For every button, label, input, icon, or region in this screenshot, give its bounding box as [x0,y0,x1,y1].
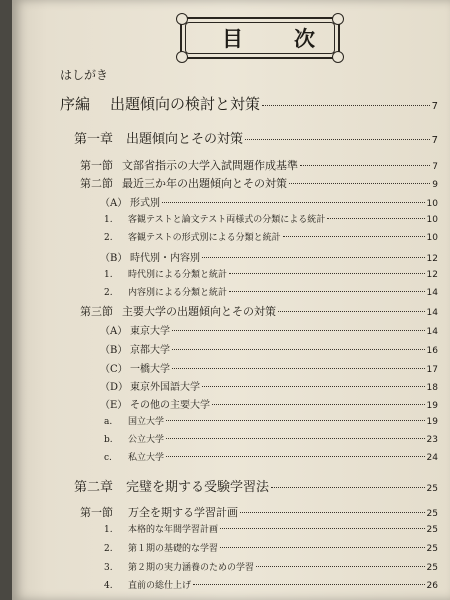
entry-title: 内容別による分類と統計 [128,288,228,298]
toc-entry-item[interactable] [104,522,438,535]
frame-ornament [176,51,188,63]
toc-entry-item[interactable] [104,560,438,573]
toc-entry-section[interactable] [80,303,438,319]
entry-label: （D） [100,382,129,393]
preface-entry[interactable] [60,66,108,83]
toc-entry-subsection[interactable] [100,360,438,375]
toc-title-frame [180,17,340,59]
leader-dots [166,456,425,457]
entry-title: 本格的な年間学習計画 [128,525,219,535]
entry-page: 14 [426,288,438,298]
leader-dots [172,368,425,369]
toc-entry-subsection[interactable] [100,378,438,393]
entry-title: 国立大学 [128,417,165,427]
toc-entry-item[interactable] [104,414,438,427]
entry-page: 12 [426,270,438,280]
toc-entry-item[interactable] [104,212,438,225]
entry-page: 10 [426,215,438,225]
entry-label: （B） [100,345,128,356]
entry-label: （C） [100,364,128,375]
leader-dots [300,165,430,166]
toc-title-char-1: 目 [222,26,243,51]
entry-label: （E） [100,400,128,411]
entry-title: 第１期の基礎的な学習 [128,544,219,554]
entry-page: 17 [426,365,438,375]
entry-page: 25 [426,525,438,535]
toc-entry-chapter[interactable] [74,476,438,495]
toc-entry-item[interactable] [104,230,438,243]
entry-label: 第一節 [80,159,113,172]
toc-entry-subsection[interactable] [100,194,438,209]
entry-label: b. [104,435,113,445]
entry-page: 12 [426,254,438,264]
entry-label: 第一章 [74,132,114,147]
entry-title: 時代別・内容別 [130,253,200,264]
leader-dots [202,386,425,387]
entry-label: 第一節 [80,506,113,519]
entry-label: （A） [100,326,128,337]
entry-page: 19 [426,401,438,411]
leader-dots [278,311,425,312]
entry-label: 4. [104,581,113,591]
toc-entry-subsection[interactable] [100,249,438,264]
leader-dots [220,547,425,548]
entry-label: 1. [104,525,113,535]
entry-page: 14 [426,327,438,337]
entry-title: 一橋大学 [130,364,170,375]
toc-entry-item[interactable] [104,285,438,298]
leader-dots [162,202,425,203]
entry-title: 出題傾向とその対策 [126,132,244,147]
entry-title: 客観テストと論文テスト両様式の分類による統計 [128,215,326,225]
entry-title: 私立大学 [128,453,165,463]
entry-title: 客観テストの形式別による分類と統計 [128,233,281,243]
entry-label: 第二節 [80,177,113,190]
leader-dots [212,404,425,405]
entry-page: 25 [426,563,438,573]
entry-title: その他の主要大学 [130,400,210,411]
toc-entry-chapter[interactable] [74,128,438,147]
leader-dots [327,218,424,219]
toc-entry-item[interactable] [104,450,438,463]
entry-page: 18 [426,383,438,393]
entry-page: 10 [426,233,438,243]
leader-dots [283,236,425,237]
preface-label: はしがき [60,68,109,82]
entry-page: 7 [432,162,438,172]
toc-entry-section[interactable] [80,504,438,520]
entry-page: 19 [426,417,438,427]
toc-entry-subsection[interactable] [100,322,438,337]
leader-dots [172,349,425,350]
leader-dots [245,139,430,140]
entry-label: 2. [104,233,113,243]
toc-entry-subsection[interactable] [100,341,438,356]
entry-page: 25 [426,484,438,494]
entry-title: 主要大学の出題傾向とその対策 [122,305,276,318]
entry-page: 23 [426,435,438,445]
frame-ornament [332,51,344,63]
entry-label: 第二章 [74,480,114,495]
entry-label: 序編 [60,95,91,113]
entry-title: 直前の総仕上げ [128,581,192,591]
entry-label: 2. [104,544,113,554]
entry-label: 2. [104,288,113,298]
entry-label: a. [104,417,113,427]
entry-page: 26 [426,581,438,591]
leader-dots [166,438,425,439]
entry-page: 25 [426,544,438,554]
entry-label: 1. [104,270,113,280]
entry-title: 公立大学 [128,435,165,445]
leader-dots [172,330,425,331]
entry-title: 完璧を期する受験学習法 [126,480,270,495]
entry-title: 東京大学 [130,326,170,337]
entry-label: 3. [104,563,113,573]
entry-page: 7 [431,101,438,112]
leader-dots [271,487,425,488]
entry-title: 第２期の実力涵養のための学習 [128,563,255,573]
leader-dots [256,566,425,567]
entry-title: 京都大学 [130,345,170,356]
toc-entry-item[interactable] [104,541,438,554]
leader-dots [193,584,425,585]
book-page [12,0,450,600]
toc-entry-item[interactable] [104,432,438,445]
entry-title: 最近三か年の出題傾向とその対策 [122,177,287,190]
entry-page: 9 [432,180,438,190]
entry-page: 7 [431,135,438,146]
toc-entry-section[interactable] [80,157,438,173]
leader-dots [202,257,425,258]
entry-label: 第三節 [80,305,113,318]
entry-label: （A） [100,198,128,209]
leader-dots [289,183,430,184]
entry-title: 出題傾向の検討と対策 [110,95,261,113]
frame-ornament [332,13,344,25]
leader-dots [240,512,425,513]
entry-label: 1. [104,215,113,225]
toc-entry-item[interactable] [104,578,438,591]
toc-entry-item[interactable] [104,267,438,280]
entry-title: 文部省指示の大学入試問題作成基準 [122,159,298,172]
entry-title: 形式別 [130,198,160,209]
toc-title-char-2: 次 [294,26,315,51]
entry-page: 25 [426,509,438,519]
leader-dots [229,291,425,292]
leader-dots [229,273,425,274]
toc-entry-part[interactable] [60,93,438,114]
frame-ornament [176,13,188,25]
leader-dots [220,528,425,529]
entry-title: 時代別による分類と統計 [128,270,228,280]
entry-page: 10 [426,199,438,209]
entry-label: c. [104,453,112,463]
entry-page: 24 [426,453,438,463]
toc-entry-section[interactable] [80,175,438,191]
entry-label: （B） [100,253,128,264]
leader-dots [262,105,430,106]
entry-title: 東京外国語大学 [130,382,200,393]
toc-entry-subsection[interactable] [100,396,438,411]
entry-page: 14 [426,308,438,318]
leader-dots [166,420,425,421]
entry-title: 万全を期する学習計画 [128,506,238,519]
entry-page: 16 [426,346,438,356]
